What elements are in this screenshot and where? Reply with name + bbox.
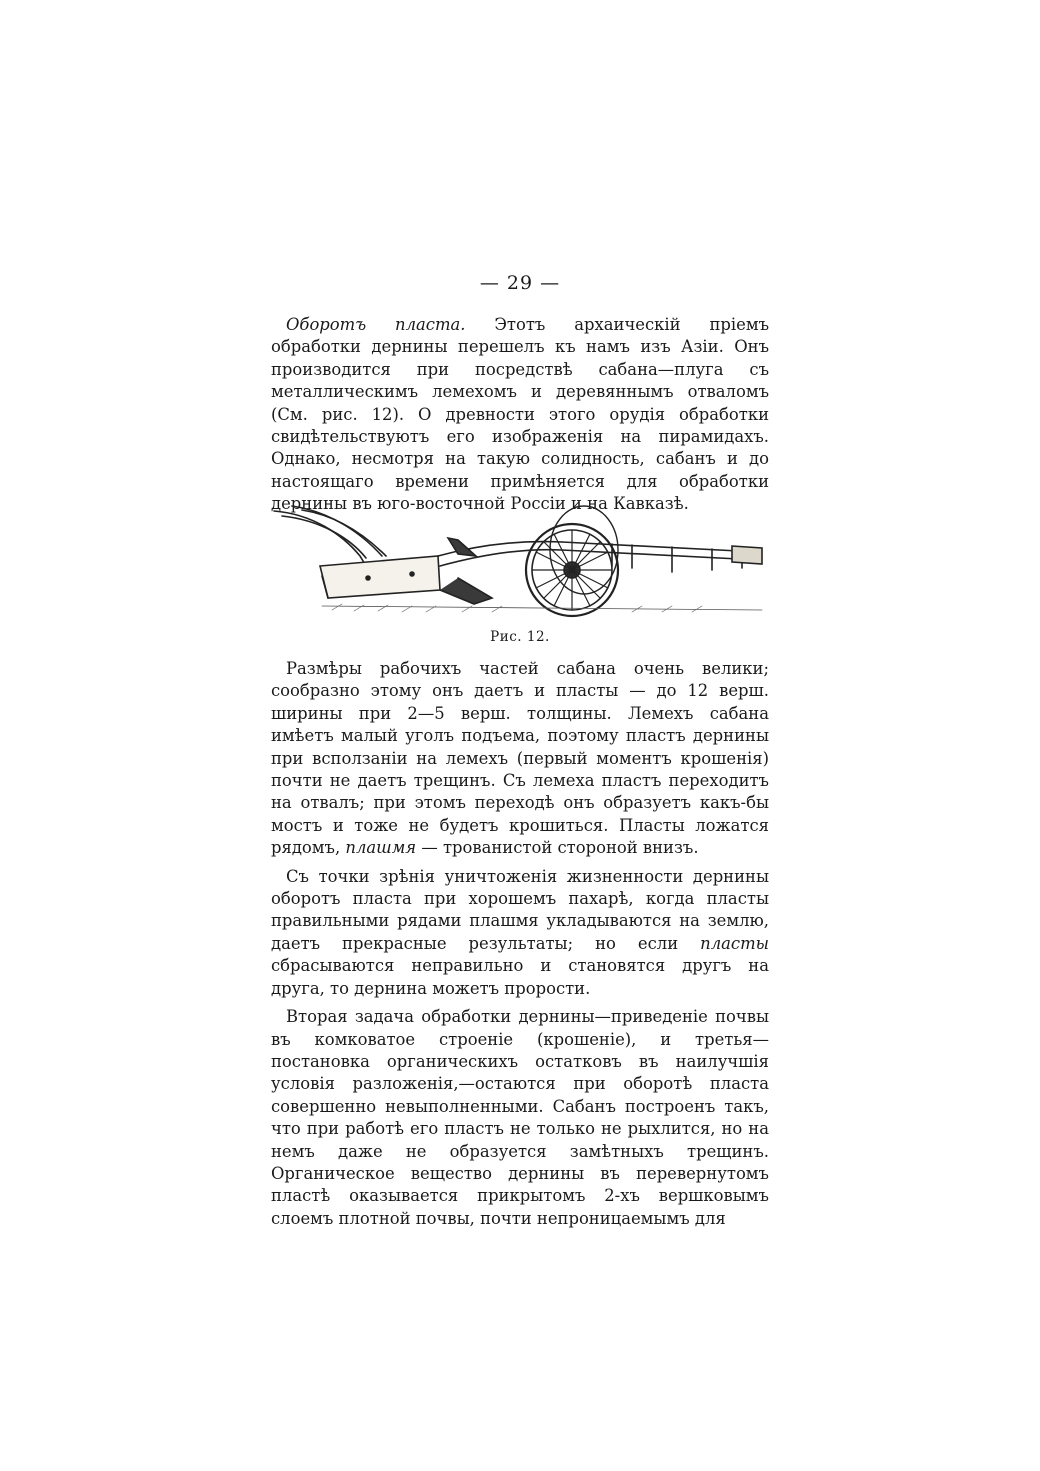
paragraph-dimensions: [271, 658, 769, 860]
plough-handle: [274, 511, 366, 566]
figure-caption: Рис. 12.: [490, 629, 550, 645]
figure-saban-plough: [262, 494, 772, 622]
page-number: — 29 —: [479, 272, 561, 294]
section-lead: Оборотъ пласта.: [286, 315, 466, 334]
text-span: Размѣры рабочихъ частей сабана очень велики; сообразно этому онъ даетъ и пласты — до 12 верш. ширины при 2—5 верш. толщины. Лемехъ сабана имѣетъ малый уголъ подъема, поэтому пластъ дернины при всползаніи на лемехъ (первый моментъ крошенія) почти не даетъ трещинъ. Съ лемеха пластъ переходитъ на отвалъ; при этомъ переходѣ онъ образуетъ какъ-бы мостъ и тоже не будетъ крошиться. Пласты ложатся рядомъ,: [271, 659, 769, 858]
paragraph-second-task: Вторая задача обработки дернины—приведеніе почвы въ комковатое строеніе (крошеніе), и третья—постановка органическихъ остатковъ въ наилучшія условія разложенія,—остаются при оборотѣ пласта совершенно невыполненными. Сабанъ построенъ такъ, что при работѣ его пластъ не только не рыхлится, но на немъ даже не образуется замѣтныхъ трещинъ. Органическое вещество дернины въ перевернутомъ пластѣ оказывается прикрытомъ 2-хъ вершковымъ слоемъ плотной почвы, почти непроницаемымъ для: [271, 1007, 769, 1228]
paragraph-oborot-plasta: [271, 314, 769, 516]
main-text: [271, 658, 769, 1230]
plough-share: [440, 578, 492, 604]
intro-text: [271, 314, 769, 516]
paragraph-vitality: [271, 866, 769, 1000]
text-span: сбрасываются неправильно и становятся другъ на друга, то дернина можетъ прорости.: [271, 956, 769, 998]
italic-term: плашмя: [345, 838, 417, 858]
paragraph-body: Этотъ архаическій пріемъ обработки дернины перешелъ къ намъ изъ Азіи. Онъ производится при посредствѣ сабана—плуга съ металлическимъ лемехомъ и деревяннымъ отваломъ (См. рис. 12). О древности этого орудія обработки свидѣтельствуютъ его изображенія на пирамидахъ. Однако, несмотря на такую солидность, сабанъ и до настоящаго времени примѣняется для обработки дернины въ юго-восточной Россіи и на Кавказѣ.: [271, 315, 769, 514]
text-span: Съ точки зрѣнія уничтоженія жизненности дернины оборотъ пласта при хорошемъ пахарѣ, когда пласты правильными рядами плашмя укладываются на землю, даетъ прекрасные результаты; но если: [271, 866, 769, 953]
italic-term: пласты: [700, 933, 769, 953]
plough-illustration: [262, 494, 772, 622]
plough-mouldboard: [320, 556, 440, 598]
plough-handle: [292, 506, 382, 556]
text-span: — трованистой стороной внизъ.: [421, 838, 699, 858]
